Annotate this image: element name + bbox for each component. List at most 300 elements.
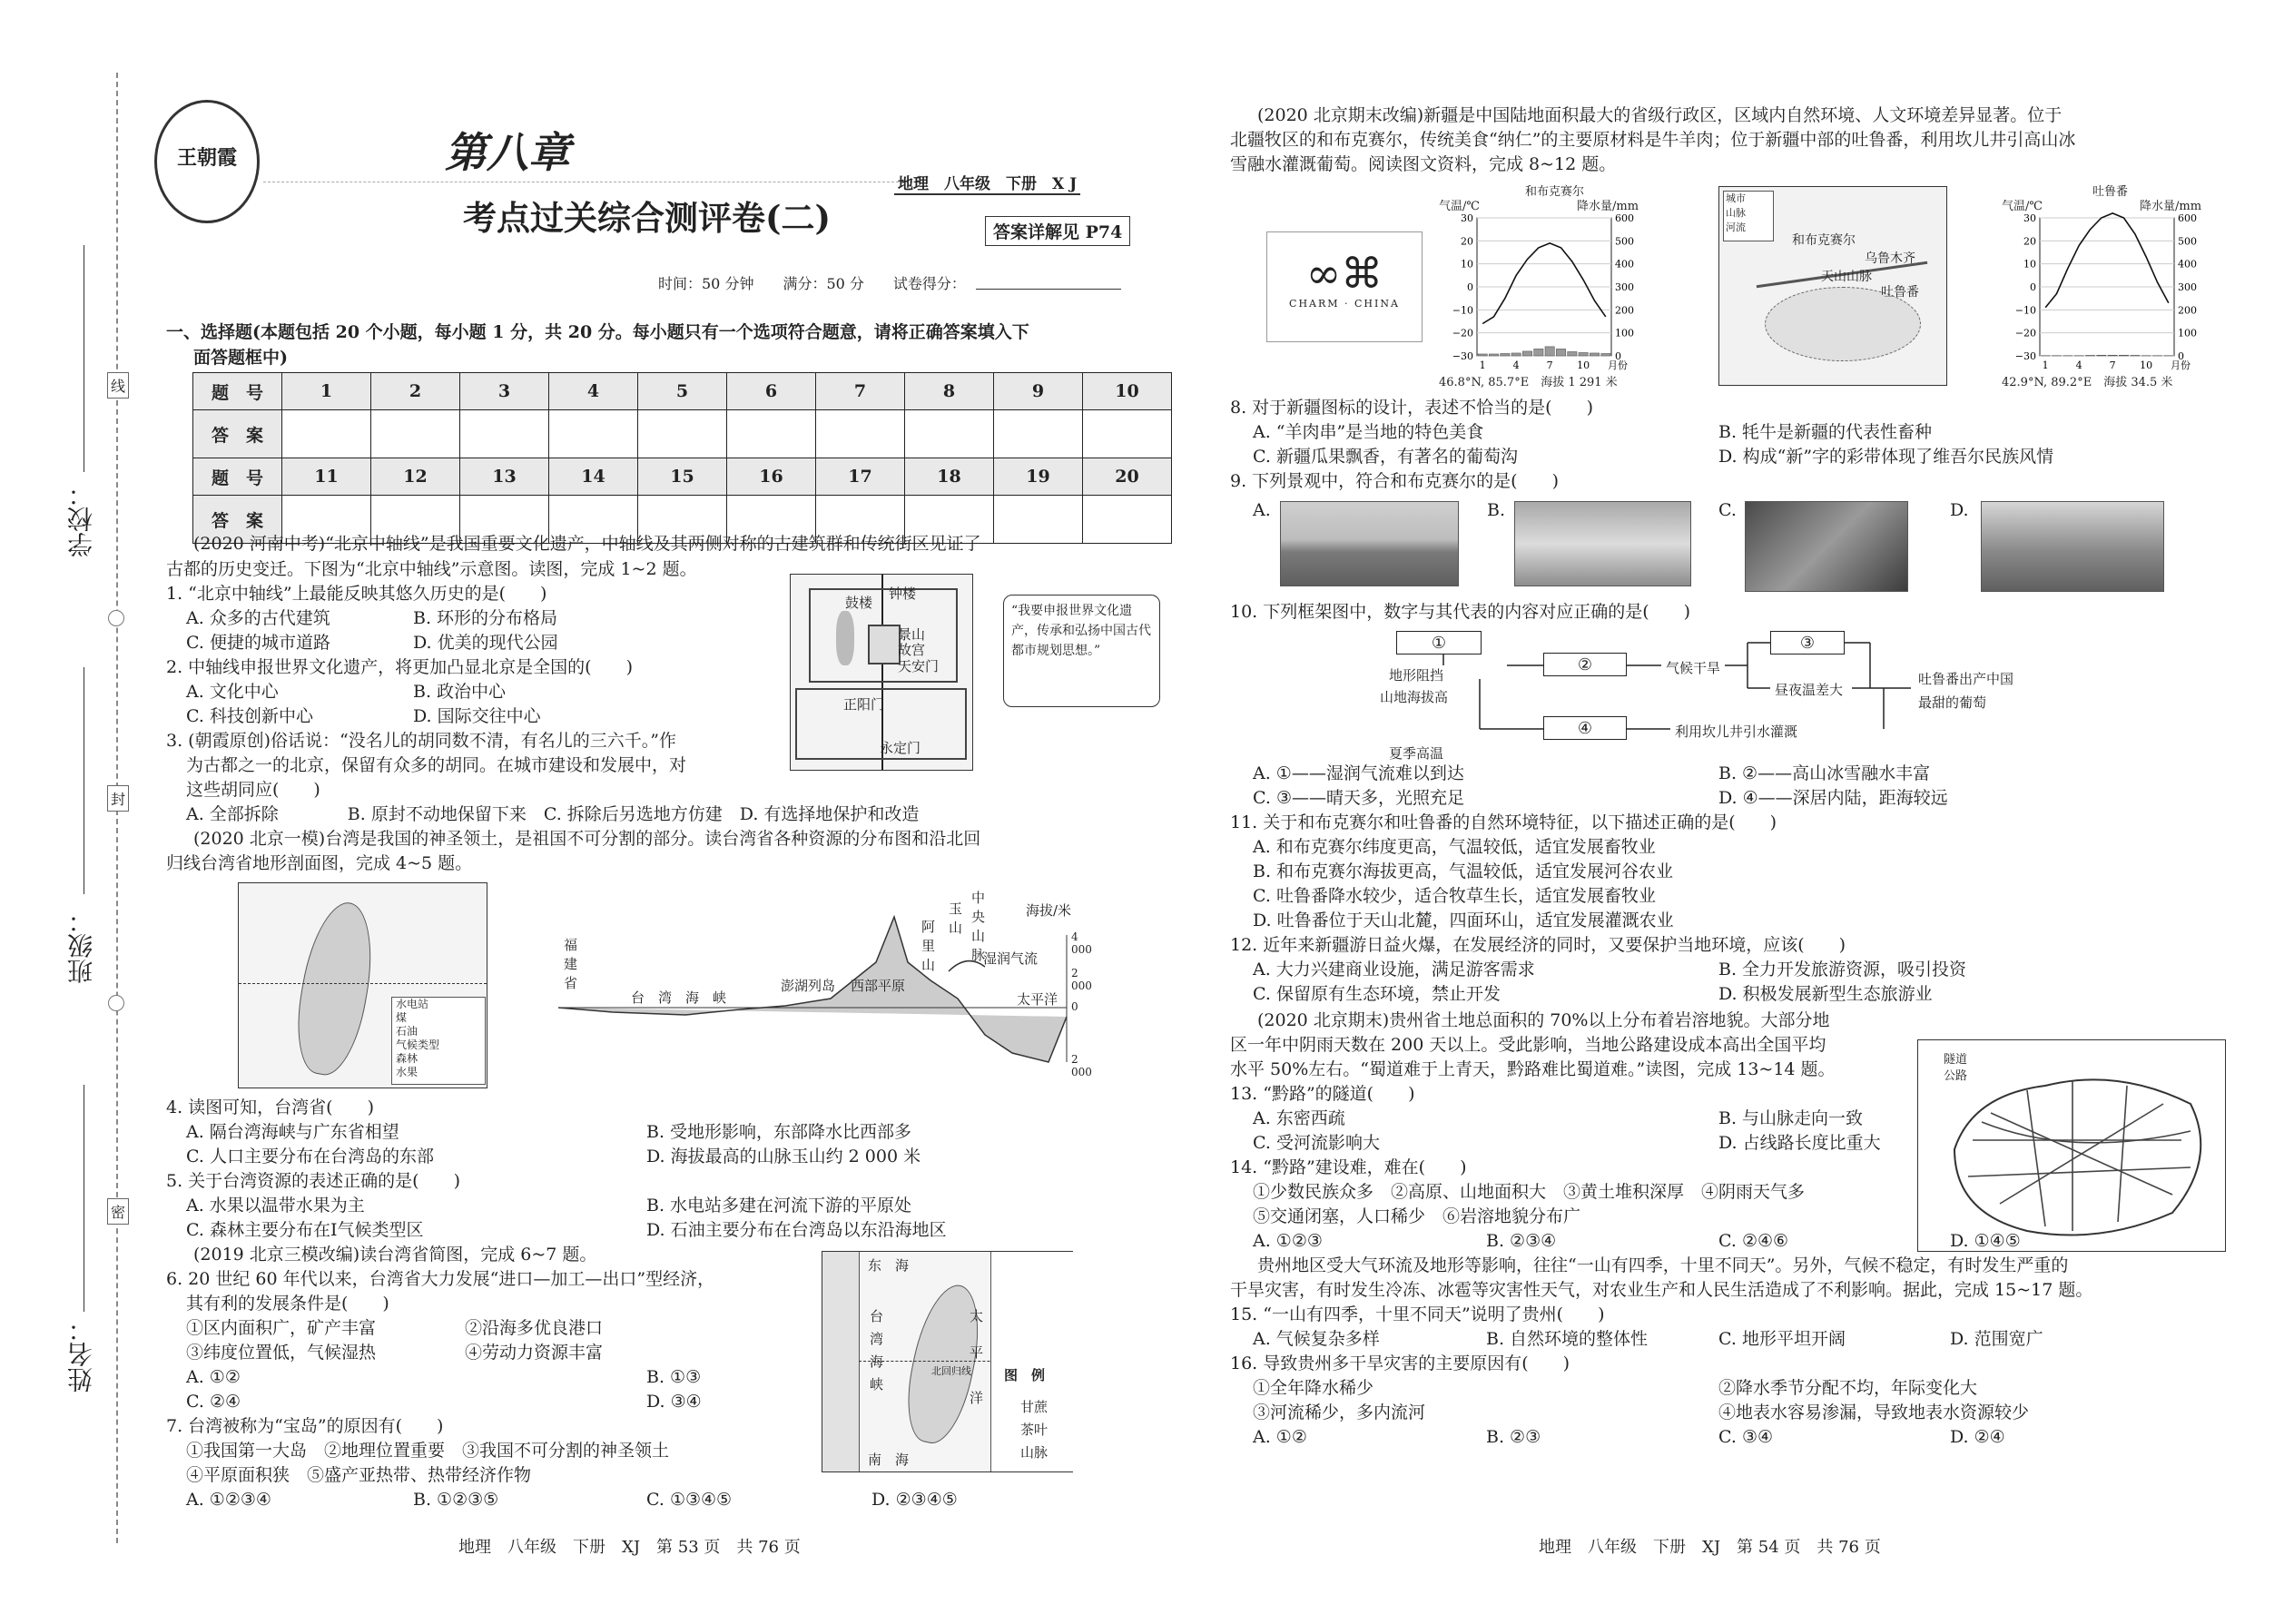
q5-option-a[interactable]: A. 水果以温带水果为主 [186,1196,365,1216]
q8-option-d[interactable]: D. 构成“新”字的彩带体现了维吾尔民族风情 [1718,447,2054,467]
x-unit-label: 月份 [2171,359,2191,371]
x-tick-label: 7 [2109,359,2116,371]
question-6-line2: 其有利的发展条件是( ) [186,1294,389,1314]
road-network [1918,1040,2225,1251]
flow-label-altitude: 山地海拔高 [1380,689,1449,705]
q16-statement-4: ④地表水容易渗漏，导致地表水资源较少 [1718,1403,2030,1422]
q16-statement-1: ①全年降水稀少 [1253,1378,1374,1398]
x-tick-label: 10 [2140,359,2153,371]
flow-box-3: ③ [1770,631,1845,655]
q13-option-c[interactable]: C. 受河流影响大 [1253,1133,1380,1153]
label-pacific: 太平洋 [1017,991,1058,1008]
q15-option-b[interactable]: B. 自然环境的整体性 [1486,1329,1649,1349]
intro-xinjiang-line2: 北疆牧区的和布克赛尔，传统美食“纳仁”的主要原材料是牛羊肉；位于新疆中部的吐鲁番，利用坎儿井引高山冰 [1230,130,2076,150]
chart-title: 吐鲁番 [2092,185,2129,199]
header-ribbon [263,127,917,182]
q9-photo-grassland[interactable] [1280,501,1459,586]
question-number: 3 [460,373,549,410]
q16-option-c[interactable]: C. ③④ [1718,1427,1774,1447]
precip-bar [1522,351,1531,356]
precip-bar [1579,352,1588,356]
flow-box-4: ④ [1543,716,1627,740]
answer-table [192,372,1172,544]
answer-cell[interactable] [282,410,371,458]
q6-option-a[interactable]: A. ①② [186,1367,241,1387]
precip-bar [1501,353,1510,356]
label-elevation-unit: 海拔/米 [1026,902,1072,919]
question-number: 5 [638,373,727,410]
question-number: 20 [1083,458,1172,496]
flow-result: 吐鲁番出产中国最甜的葡萄 [1918,671,2014,711]
q2-option-d[interactable]: D. 国际交往中心 [413,706,541,726]
q9-option-d-label[interactable]: D. [1950,500,1969,520]
label-forbidden-city: 故宫 [898,642,926,658]
q11-option-a[interactable]: A. 和布克赛尔纬度更高，气温较低，适宜发展畜牧业 [1253,837,1656,857]
q3-options[interactable]: A. 全部拆除 B. 原封不动地保留下来 C. 拆除后另选地方仿建 D. 有选择地保护和改造 [186,804,920,824]
precip-bar [2085,355,2094,356]
x-unit-label: 月份 [1608,359,1628,371]
q14-statements-2: ⑤交通闭塞，人口稀少 ⑥岩溶地貌分布广 [1253,1206,1581,1226]
q1-option-c[interactable]: C. 便捷的城市道路 [186,633,330,653]
label-yongdingmen: 永定门 [880,740,921,756]
y-tick-label: 0 [1467,281,1473,293]
flow-label-arid: 气候干旱 [1666,660,1721,676]
legend-road: 公路 [1944,1069,1968,1083]
intro-xinjiang-line3: 雪融水灌溉葡萄。阅读图文资料，完成 8~12 题。 [1230,154,1617,174]
label-pacific-3: 洋 [970,1390,984,1406]
question-9: 9. 下列景观中，符合和布克赛尔的是( ) [1230,471,1559,491]
q12-option-d[interactable]: D. 积极发展新型生态旅游业 [1718,984,1933,1004]
label-yushan: 玉山 [949,901,963,936]
x-tick-label: 10 [1577,359,1590,371]
question-2: 2. 中轴线申报世界文化遗产，将更加凸显北京是全国的( ) [166,657,633,677]
chart-title: 和布克赛尔 [1525,185,1585,199]
y2-tick-label: 100 [2178,327,2197,340]
q11-option-c[interactable]: C. 吐鲁番降水较少，适合牧草生长，适宜发展畜牧业 [1253,886,1656,906]
x-tick-label: 7 [1546,359,1553,371]
label-pacific-1: 太 [970,1308,984,1324]
y2-tick-label: 0 [1615,350,1621,362]
q2-option-c[interactable]: C. 科技创新中心 [186,706,313,726]
q4-option-a[interactable]: A. 隔台湾海峡与广东省相望 [186,1122,399,1142]
q6-option-b[interactable]: B. ①③ [646,1367,702,1387]
answer-cell[interactable] [727,410,816,458]
question-3: 3. (朝霞原创)俗话说：“没名儿的胡同数不清，有名儿的三六千。”作 [166,731,676,751]
answer-cell[interactable] [994,496,1083,544]
q7-option-a[interactable]: A. ①②③④ [186,1490,271,1510]
row-label-number: 题 号 [193,373,282,410]
q15-option-a[interactable]: A. 气候复杂多样 [1253,1329,1380,1349]
q14-option-a[interactable]: A. ①②③ [1253,1231,1323,1251]
precip-bar [1478,354,1487,356]
answer-cell[interactable] [905,410,994,458]
answer-cell[interactable] [1083,410,1172,458]
q16-option-a[interactable]: A. ①② [1253,1427,1307,1447]
y-tick-label: 10 [1461,258,1473,271]
inner-palace [868,625,901,664]
question-number: 1 [282,373,371,410]
label-hebukesaier: 和布克赛尔 [1792,233,1856,248]
q10-option-b[interactable]: B. ②——高山冰雪融水丰富 [1718,763,1931,783]
intro-beijing: (2020 河南中考)“北京中轴线”是我国重要文化遗产，中轴线及其两侧对称的古建筑群和传统街区见证了 [193,534,981,554]
temperature-line [2045,213,2169,308]
y2-tick-label: 100 [1615,327,1634,340]
legend-tea: 茶叶 [1020,1422,1049,1438]
answer-cell[interactable] [994,410,1083,458]
question-number: 13 [460,458,549,496]
flow-box-2: ② [1543,653,1627,676]
score-blank[interactable] [976,289,1121,290]
label-tropic: 北回归线 [931,1365,971,1377]
q10-option-c[interactable]: C. ③——晴天多，光照充足 [1253,788,1464,808]
q16-statement-3: ③河流稀少，多内流河 [1253,1403,1426,1422]
q15-option-c[interactable]: C. 地形平坦开阔 [1718,1329,1846,1349]
q14-statements-1: ①少数民族众多 ②高原、山地面积大 ③黄土堆积深厚 ④阴雨天气多 [1253,1182,1806,1202]
intro-taiwan: (2020 北京一模)台湾是我国的神圣领土，是祖国不可分割的部分。读台湾省各种资源的分布图和沿北回 [193,829,981,849]
question-3-line2: 为古都之一的北京，保留有众多的胡同。在城市建设和发展中，对 [186,755,687,775]
question-7: 7. 台湾被称为“宝岛”的原因有( ) [166,1416,444,1436]
precip-bar [2131,355,2140,356]
question-number: 18 [905,458,994,496]
q4-option-b[interactable]: B. 受地形影响，东部降水比西部多 [646,1122,912,1142]
label-strait-3: 海 [870,1353,884,1370]
q7-option-d[interactable]: D. ②③④⑤ [871,1490,958,1510]
legend-mountain: 山脉 [1020,1444,1049,1461]
beijing-axis-map [790,574,973,771]
y-tick-label: 0 [2030,281,2036,293]
question-number: 17 [816,458,905,496]
question-12: 12. 近年来新疆游日益火爆，在发展经济的同时，又要保护当地环境，应该( ) [1230,935,1846,955]
name-label: 姓名： [66,1316,96,1393]
x-tick-label: 1 [2042,359,2049,371]
precip-bar [1556,349,1565,356]
chart-y2-label: 降水量/mm [1577,200,1639,213]
question-3-line3: 这些胡同应( ) [186,780,320,800]
left-footer: 地理 八年级 下册 XJ 第 53 页 共 76 页 [458,1538,801,1557]
xinjiang-map [1718,186,1947,386]
legend-climate: 气候类型 [396,1038,440,1051]
right-footer: 地理 八年级 下册 XJ 第 54 页 共 76 页 [1539,1538,1881,1557]
seal-line-mark: 线 [107,372,129,399]
q5-option-b[interactable]: B. 水电站多建在河流下游的平原处 [646,1196,912,1216]
question-8: 8. 对于新疆图标的设计，表述不恰当的是( ) [1230,398,1593,418]
intro-xinjiang: (2020 北京期末改编)新疆是中国陆地面积最大的省级行政区，区域内自然环境、人文环境差异显著。位于 [1257,105,2063,125]
answer-cell[interactable] [1083,496,1172,544]
question-4: 4. 读图可知，台湾省( ) [166,1097,374,1117]
label-fujian: 福建省 [564,937,578,991]
label-strait-1: 台 [870,1308,884,1324]
legend-forest: 森林 [396,1052,418,1065]
row-label-number: 题 号 [193,458,282,496]
q7-option-b[interactable]: B. ①②③⑤ [413,1490,499,1510]
q12-option-b[interactable]: B. 全力开发旅游资源，吸引投资 [1718,960,1967,979]
q12-option-a[interactable]: A. 大力兴建商业设施，满足游客需求 [1253,960,1535,979]
label-humid-air: 湿润气流 [983,950,1039,967]
question-15: 15. “一山有四季，十里不同天”说明了贵州( ) [1230,1304,1605,1324]
intro-taiwan-map: (2019 北京三模改编)读台湾省简图，完成 6~7 题。 [193,1245,597,1265]
label-tiananmen: 天安门 [898,658,940,674]
q1-option-d[interactable]: D. 优美的现代公园 [413,633,558,653]
answer-cell[interactable] [816,410,905,458]
label-penghu: 澎湖列岛 [781,978,836,994]
precip-bar [1511,353,1521,356]
label-strait-2: 湾 [870,1331,884,1347]
q8-option-c[interactable]: C. 新疆瓜果飘香，有著名的葡萄沟 [1253,447,1518,467]
tick-0: 0 [1071,1000,1078,1013]
row-label-answer: 答 案 [193,410,282,458]
answer-reference: 答案详解见 P74 [985,216,1130,246]
legend-hydropower: 水电站 [396,998,429,1010]
y2-tick-label: 0 [2178,350,2184,362]
label-central-range: 中央山脉 [971,890,986,963]
chapter-title: 第八章 [445,128,570,177]
q4-option-d[interactable]: D. 海拔最高的山脉玉山约 2 000 米 [646,1147,921,1166]
legend-oil: 石油 [396,1025,418,1038]
question-number: 9 [994,373,1083,410]
q10-option-d[interactable]: D. ④——深居内陆，距海较远 [1718,788,1948,808]
q13-option-b[interactable]: B. 与山脉走向一致 [1718,1108,1864,1128]
q16-option-b[interactable]: B. ②③ [1486,1427,1541,1447]
brand-logo-text: 王朝霞 [176,146,237,170]
chart-location: 46.8°N, 85.7°E 海拔 1 291 米 [1439,376,1618,389]
quote-bubble [1003,595,1160,707]
label-urumqi: 乌鲁木齐 [1865,251,1915,266]
chart-y1-label: 气温/℃ [1439,200,1480,213]
logo-caption: CHARM · CHINA [1289,298,1400,310]
q2-option-a[interactable]: A. 文化中心 [186,682,279,702]
question-number: 4 [549,373,638,410]
subject-tag: 地理 八年级 下册 X J [894,171,1080,195]
y-tick-label: 30 [1461,212,1473,224]
legend-coal: 煤 [396,1011,408,1024]
question-number: 8 [905,373,994,410]
question-13: 13. “黔路”的隧道( ) [1230,1084,1415,1104]
label-turpan: 吐鲁番 [1881,285,1919,300]
x-tick-label: 1 [1479,359,1486,371]
y2-tick-label: 600 [1615,212,1634,224]
intro-guizhou-climate-line2: 干旱灾害，有时发生冷冻、冰雹等灾害性天气，对农业生产和人民生活造成了不利影响。据此，完成 15~17 题。 [1230,1280,2093,1300]
precip-bar [1601,353,1610,356]
q13-option-a[interactable]: A. 东密西疏 [1253,1108,1345,1128]
climate-chart-turpan [2002,182,2215,390]
tick-2000: 2 000 [1071,967,1092,992]
label-zhengyangmen: 正阳门 [843,696,885,713]
q16-option-d[interactable]: D. ②④ [1950,1427,2005,1447]
tick-neg2000: 2 000 [1071,1053,1092,1078]
flow-diagram [1380,629,2024,765]
q14-option-d[interactable]: D. ①④⑤ [1950,1231,2021,1251]
xinjiang-logo [1266,231,1423,342]
taiwan-simple-map [822,1251,1073,1472]
climate-chart-hebukesaier [1439,182,1652,390]
precip-bar [1568,351,1577,356]
lake [836,611,854,665]
answer-cell[interactable] [460,410,549,458]
question-number: 15 [638,458,727,496]
question-16: 16. 导致贵州多干旱灾害的主要原因有( ) [1230,1353,1570,1373]
q9-photo-yurts[interactable] [1514,501,1691,586]
q9-option-c-label[interactable]: C. [1718,500,1737,520]
y2-tick-label: 400 [2178,258,2197,271]
question-number: 7 [816,373,905,410]
x-tick-label: 4 [2075,359,2082,371]
legend-sugarcane: 甘蔗 [1020,1399,1049,1415]
q9-photo-tropical[interactable] [1745,501,1908,592]
y-tick-label: −10 [2014,304,2036,317]
y-tick-label: 20 [1461,235,1473,248]
label-jingshan: 景山 [898,626,926,643]
section1-heading-line2: 面答题框中) [193,348,288,368]
tropic-line [239,983,487,984]
label-pacific-2: 平 [970,1344,984,1361]
legend-river: 河流 [1726,221,1746,233]
precip-bar [1489,354,1498,356]
q9-photo-watertown[interactable] [1981,501,2164,592]
q5-option-d[interactable]: D. 石油主要分布在台湾岛以东沿海地区 [646,1220,947,1240]
label-strait-4: 峡 [870,1376,884,1393]
class-label: 班级： [66,908,96,984]
question-number: 12 [371,458,460,496]
q8-option-a[interactable]: A. “羊肉串”是当地的特色美食 [1253,422,1484,442]
y-tick-label: 20 [2023,235,2036,248]
taiwan-profile [558,890,1094,1080]
intro-beijing-cont: 古都的历史变迁。下图为“北京中轴线”示意图。读图，完成 1~2 题。 [166,559,697,579]
seal-dense-mark: 密 [107,1198,129,1225]
question-10: 10. 下列框架图中，数字与其代表的内容对应正确的是( ) [1230,602,1691,622]
flow-label-summer-heat: 夏季高温 [1389,745,1444,762]
q7-option-c[interactable]: C. ①③④⑤ [646,1490,733,1510]
label-strait: 台 湾 海 峡 [631,989,727,1006]
q8-option-b[interactable]: B. 牦牛是新疆的代表性畜种 [1718,422,1933,442]
q9-option-a-label[interactable]: A. [1253,500,1271,520]
q2-option-b[interactable]: B. 政治中心 [413,682,507,702]
chart-svg [2002,211,2215,379]
intro-taiwan-cont: 归线台湾省地形剖面图，完成 4~5 题。 [166,853,473,873]
question-6: 6. 20 世纪 60 年代以来，台湾省大力发展“进口—加工—出口”型经济， [166,1269,715,1289]
question-number: 10 [1083,373,1172,410]
q1-option-a[interactable]: A. 众多的古代建筑 [186,608,330,628]
q4-option-c[interactable]: C. 人口主要分布在台湾岛的东部 [186,1147,434,1166]
tick-4000: 4 000 [1071,930,1092,956]
q6-option-d[interactable]: D. ③④ [646,1392,702,1412]
q9-option-b-label[interactable]: B. [1487,500,1506,520]
q6-option-c[interactable]: C. ②④ [186,1392,241,1412]
quote-text: “我要申报世界文化遗产，传承和弘扬中国古代都市规划思想。” [1011,604,1151,658]
y-tick-label: 30 [2023,212,2036,224]
y2-tick-label: 300 [1615,281,1634,293]
legend-tunnel: 隧道 [1944,1053,1968,1067]
answer-cell[interactable] [638,410,727,458]
label-west-plain: 西部平原 [851,978,906,994]
question-number: 11 [282,458,371,496]
intro-guizhou-line2: 区一年中阴雨天数在 200 天以上。受此影响，当地公路建设成本高出全国平均 [1230,1035,1826,1055]
question-number: 19 [994,458,1083,496]
school-label: 学校： [66,481,96,557]
question-number: 14 [549,458,638,496]
legend-fruit: 水果 [396,1066,418,1078]
label-east-sea: 东 海 [868,1257,910,1274]
q7-statements-1: ①我国第一大岛 ②地理位置重要 ③我国不可分割的神圣领土 [186,1441,670,1461]
q13-option-d[interactable]: D. 占线路长度比重大 [1718,1133,1881,1153]
question-5: 5. 关于台湾资源的表述正确的是( ) [166,1171,460,1191]
flow-label-temp-range: 昼夜温差大 [1775,682,1844,698]
answer-cell[interactable] [549,410,638,458]
y2-tick-label: 200 [2178,304,2197,317]
chart-svg [1439,211,1652,379]
flow-label-terrain: 地形阻挡 [1389,667,1444,684]
y2-tick-label: 200 [1615,304,1634,317]
question-number: 6 [727,373,816,410]
q10-option-a[interactable]: A. ①——湿润气流难以到达 [1253,763,1464,783]
binding-hole-2 [108,995,124,1011]
chart-y2-label: 降水量/mm [2140,200,2202,213]
precip-bar [1545,347,1554,356]
precip-bar [1590,353,1599,356]
q15-option-d[interactable]: D. 范围宽广 [1950,1329,2043,1349]
mainland-coast [822,1252,860,1471]
q5-option-c[interactable]: C. 森林主要分布在Ⅰ气候类型区 [186,1220,424,1240]
y-tick-label: −10 [1452,304,1473,317]
row-label-answer: 答 案 [193,496,282,544]
x-tick-label: 4 [1512,359,1520,371]
precip-bar [2108,355,2117,356]
flow-box-1: ① [1396,631,1482,655]
y2-tick-label: 400 [1615,258,1634,271]
flow-label-karez: 利用坎儿井引水灌溉 [1675,723,1798,740]
intro-guizhou: (2020 北京期末)贵州省土地总面积的 70%以上分布着岩溶地貌。大部分地 [1257,1010,1830,1030]
guizhou-road-map [1917,1039,2226,1252]
q6-statement-1: ①区内面积广，矿产丰富 [186,1318,377,1338]
label-bell-tower: 钟楼 [889,586,917,602]
q6-statement-4: ④劳动力资源丰富 [465,1343,604,1363]
seal-seal-mark: 封 [107,785,129,812]
temperature-line [1482,243,1606,324]
label-tianshan: 天山山脉 [1821,270,1872,284]
section1-heading: 一、选择题(本题包括 20 个小题，每小题 1 分，共 20 分。每小题只有一个选项符合题意，请将正确答案填入下 [166,322,1029,342]
paper-title: 考点过关综合测评卷(二) [463,198,832,238]
q11-option-b[interactable]: B. 和布克赛尔海拔更高，气温较低，适宜发展河谷农业 [1253,861,1674,881]
question-1: 1. “北京中轴线”上最能反映其悠久历史的是( ) [166,584,547,604]
q1-option-b[interactable]: B. 环形的分布格局 [413,608,558,628]
island-shape [288,897,382,1080]
answer-cell[interactable] [371,410,460,458]
binding-hole-1 [108,610,124,626]
chart-location: 42.9°N, 89.2°E 海拔 34.5 米 [2002,376,2173,389]
y2-tick-label: 500 [1615,235,1634,248]
q14-option-b[interactable]: B. ②③④ [1486,1231,1557,1251]
logo-glyph: ∞⌘ [1305,249,1383,298]
precip-bar [1534,349,1543,356]
legend-mountain: 山脉 [1726,207,1746,219]
q14-option-c[interactable]: C. ②④⑥ [1718,1231,1789,1251]
taiwan-resource-map [238,882,487,1088]
q11-option-d[interactable]: D. 吐鲁番位于天山北麓，四面环山，适宜发展灌溉农业 [1253,910,1674,930]
intro-guizhou-line3: 水平 50%左右。“蜀道难于上青天，黔路难比蜀道难。”读图，完成 13~14 题。 [1230,1059,1836,1079]
q12-option-c[interactable]: C. 保留原有生态环境，禁止开发 [1253,984,1501,1004]
question-number: 2 [371,373,460,410]
question-14: 14. “黔路”建设难，难在( ) [1230,1157,1467,1177]
time-score-line: 时间：50 分钟 满分：50 分 试卷得分： [658,275,966,292]
intro-guizhou-climate: 贵州地区受大气环流及地形等影响，往往“一山有四季，十里不同天”。另外，气候不稳定，有时发生严重的 [1257,1255,2069,1275]
q7-statements-2: ④平原面积狭 ⑤盛产亚热带、热带经济作物 [186,1465,532,1485]
precip-bar [2119,355,2128,356]
label-south-sea: 南 海 [868,1452,910,1468]
label-drum-tower: 鼓楼 [845,595,873,611]
legend-title: 图 例 [1004,1367,1046,1383]
y-tick-label: −30 [2014,350,2036,362]
y-tick-label: 10 [2023,258,2036,271]
y2-tick-label: 300 [2178,281,2197,293]
